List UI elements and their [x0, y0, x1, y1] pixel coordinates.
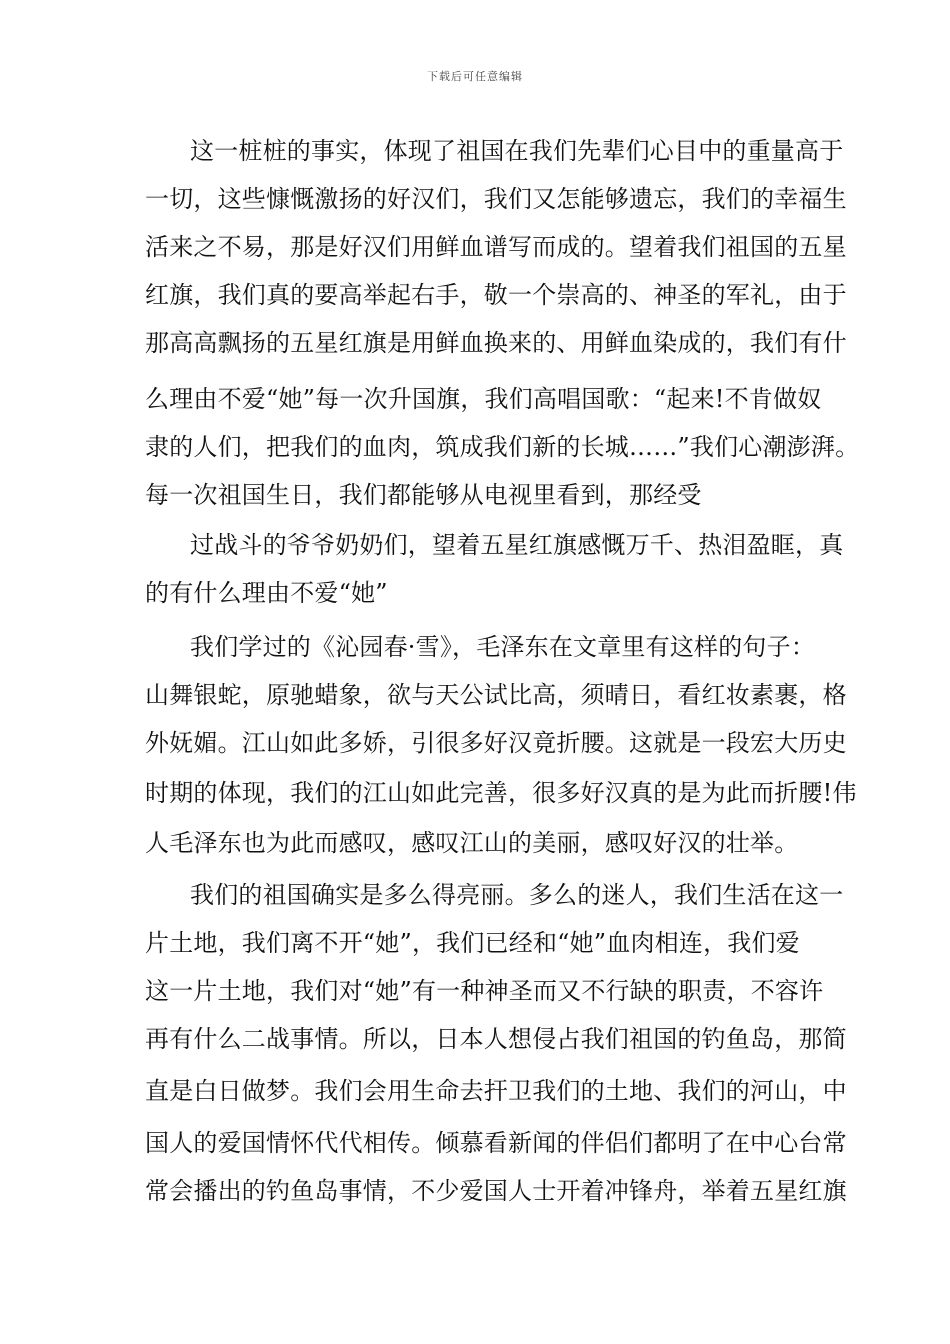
text-line: 活来之不易，那是好汉们用鲜血谱写而成的。望着我们祖国的五星 [145, 233, 847, 261]
text-line: 山舞银蛇，原驰蜡象，欲与天公试比高，须晴日，看红妆素裹，格 [145, 681, 847, 709]
page-header: 下载后可任意编辑 [427, 70, 523, 83]
text-line: 的有什么理由不爱“她” [145, 579, 388, 607]
text-line: 么理由不爱“她”每一次升国旗，我们高唱国歌：“起来!不肯做奴 [145, 385, 822, 413]
text-line: 这一桩桩的事实，体现了祖国在我们先辈们心目中的重量高于 [190, 137, 844, 165]
text-line: 常会播出的钓鱼岛事情，不少爱国人士开着冲锋舟，举着五星红旗 [145, 1177, 847, 1205]
text-line: 片土地，我们离不开“她”，我们已经和“她”血肉相连，我们爱 [145, 929, 800, 957]
text-line: 时期的体现，我们的江山如此完善，很多好汉真的是为此而折腰!伟 [145, 779, 857, 807]
text-line: 这一片土地，我们对“她”有一种神圣而又不行缺的职责，不容许 [145, 977, 824, 1005]
text-line: 每一次祖国生日，我们都能够从电视里看到，那经受 [145, 481, 702, 509]
text-line: 红旗，我们真的要高举起右手，敬一个崇高的、神圣的军礼，由于 [145, 281, 847, 309]
text-line: 再有什么二战事情。所以，日本人想侵占我们祖国的钓鱼岛，那简 [145, 1025, 847, 1053]
text-line: 国人的爱国情怀代代相传。倾慕看新闻的伴侣们都明了在中心台常 [145, 1129, 847, 1157]
text-line: 过战斗的爷爷奶奶们，望着五星红旗感慨万千、热泪盈眶，真 [190, 531, 844, 559]
text-line: 我们学过的《沁园春·雪》，毛泽东在文章里有这样的句子： [190, 633, 816, 661]
text-line: 人毛泽东也为此而感叹，感叹江山的美丽，感叹好汉的壮举。 [145, 829, 799, 857]
text-line: 我们的祖国确实是多么得亮丽。多么的迷人，我们生活在这一 [190, 881, 844, 909]
text-line: 直是白日做梦。我们会用生命去扞卫我们的土地、我们的河山，中 [145, 1077, 847, 1105]
text-line: 那高高飘扬的五星红旗是用鲜血换来的、用鲜血染成的，我们有什 [145, 329, 847, 357]
text-line: 外妩媚。江山如此多娇，引很多好汉竟折腰。这就是一段宏大历史 [145, 729, 847, 757]
text-line: 一切，这些慷慨激扬的好汉们，我们又怎能够遗忘，我们的幸福生 [145, 185, 847, 213]
text-line: 隶的人们，把我们的血肉，筑成我们新的长城……”我们心潮澎湃。 [145, 433, 860, 461]
